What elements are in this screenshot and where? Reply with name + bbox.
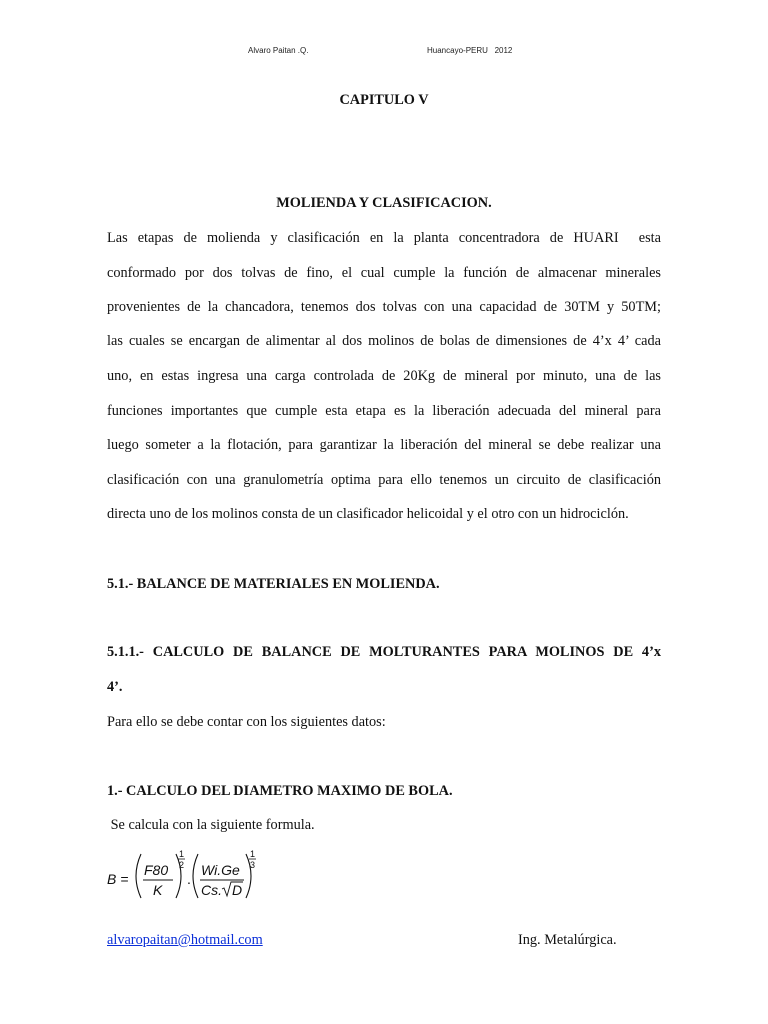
paragraph-line: provenientes de la chancadora, tenemos dos tolvas con una capacidad de 30TM y 50TM; [107,299,661,315]
formula-dot: . [187,871,191,887]
formula-den-cs: Cs. [201,882,222,898]
heading-5-1-1-cont: 4’. [107,679,123,695]
formula-exp1-num: 1 [179,849,185,859]
ball-diameter-formula [103,848,273,898]
formula-exp1-den: 2 [179,860,185,870]
paragraph-line: luego someter a la flotación, para garantizar la liberación del mineral se debe realizar una [107,437,661,453]
paragraph-line: conformado por dos tolvas de fino, el cual cumple la función de almacenar minerales [107,265,661,281]
section-title: MOLIENDA Y CLASIFICACION. [276,195,492,211]
paragraph-line: Las etapas de molienda y clasificación en la planta concentradora de HUARI esta [107,230,661,246]
data-intro: Para ello se debe contar con los siguientes datos: [107,714,386,730]
footer-email-link[interactable]: alvaropaitan@hotmail.com [107,932,263,948]
heading-5-1-1: 5.1.1.- CALCULO DE BALANCE DE MOLTURANTES PARA MOLINOS DE 4’x [107,644,661,660]
formula-den-k: K [153,882,163,898]
formula-num-wige: Wi.Ge [201,862,240,878]
heading-5-1: 5.1.- BALANCE DE MATERIALES EN MOLIENDA. [107,576,440,592]
paragraph-line: las cuales se encargan de alimentar al dos molinos de bolas de dimensiones de 4’x 4’ cada [107,333,661,349]
paragraph-line: directa uno de los molinos consta de un clasificador helicoidal y el otro con un hidrociclón. [107,506,629,522]
paragraph-line: clasificación con una granulometría optima para ello tenemos un circuito de clasificación [107,472,661,488]
footer-department: Ing. Metalúrgica. [518,932,617,948]
paragraph-line: funciones importantes que cumple esta etapa es la liberación adecuada del mineral para [107,403,661,419]
header-author: Alvaro Paitan .Q. [248,46,309,55]
formula-intro: Se calcula con la siguiente formula. [107,817,315,833]
formula-lhs: B = [107,871,129,887]
heading-1: 1.- CALCULO DEL DIAMETRO MAXIMO DE BOLA. [107,783,453,799]
header-location-year: Huancayo-PERU 2012 [427,46,513,55]
formula-exp2-den: 3 [250,860,256,870]
formula-den-d: D [232,882,243,898]
formula-exp2-num: 1 [250,849,256,859]
formula-num-f80: F80 [144,862,169,878]
paragraph-line: uno, en estas ingresa una carga controlada de 20Kg de mineral por minuto, una de las [107,368,661,384]
chapter-title: CAPITULO V [339,92,429,108]
